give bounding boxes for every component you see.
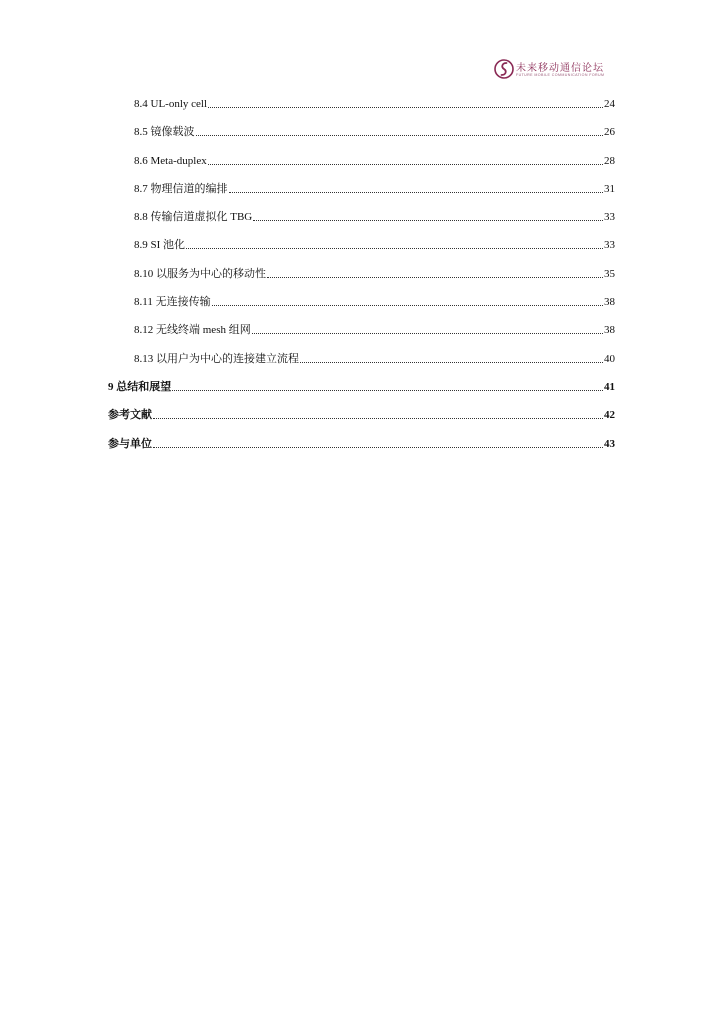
toc-entry[interactable] bbox=[108, 351, 615, 379]
toc-entry-title: 9 总结和展望 bbox=[108, 380, 172, 393]
toc-dot-leader bbox=[229, 181, 604, 193]
toc-entry-page: 33 bbox=[604, 239, 615, 252]
toc-entry-page: 33 bbox=[604, 211, 615, 224]
toc-entry-title: 8.5 镜像载波 bbox=[134, 126, 195, 139]
toc-entry[interactable] bbox=[108, 266, 615, 294]
table-of-contents bbox=[108, 96, 615, 464]
toc-entry-page: 31 bbox=[604, 182, 615, 195]
toc-entry-page: 43 bbox=[604, 437, 615, 450]
toc-entry-title: 8.7 物理信道的编排 bbox=[134, 182, 228, 195]
toc-entry-title: 参与单位 bbox=[108, 437, 152, 450]
toc-entry[interactable] bbox=[108, 96, 615, 124]
toc-entry[interactable] bbox=[108, 322, 615, 350]
toc-entry-title: 8.9 SI 池化 bbox=[134, 239, 186, 252]
toc-entry[interactable] bbox=[108, 379, 615, 407]
toc-dot-leader bbox=[153, 436, 603, 448]
toc-entry-page: 42 bbox=[604, 409, 615, 422]
toc-dot-leader bbox=[186, 237, 603, 249]
toc-entry-page: 41 bbox=[604, 380, 615, 393]
toc-entry-page: 24 bbox=[604, 98, 615, 110]
toc-entry-page: 28 bbox=[604, 154, 615, 167]
toc-entry[interactable] bbox=[108, 237, 615, 265]
toc-dot-leader bbox=[153, 407, 603, 419]
toc-dot-leader bbox=[208, 153, 603, 165]
forum-logo-icon bbox=[494, 58, 514, 80]
toc-entry-title: 8.8 传输信道虚拟化 TBG bbox=[134, 211, 253, 224]
toc-dot-leader bbox=[253, 209, 603, 221]
toc-entry[interactable] bbox=[108, 294, 615, 322]
toc-entry[interactable] bbox=[108, 407, 615, 435]
toc-entry-title: 8.6 Meta-duplex bbox=[134, 154, 207, 167]
toc-dot-leader bbox=[172, 379, 603, 391]
toc-entry-title: 参考文献 bbox=[108, 409, 152, 422]
toc-entry-title: 8.4 UL-only cell bbox=[134, 98, 208, 110]
toc-entry[interactable] bbox=[108, 153, 615, 181]
toc-entry-page: 38 bbox=[604, 296, 615, 309]
toc-entry-page: 40 bbox=[604, 352, 615, 365]
toc-entry-title: 8.10 以服务为中心的移动性 bbox=[134, 267, 266, 280]
toc-entry-title: 8.11 无连接传输 bbox=[134, 296, 211, 309]
toc-dot-leader bbox=[267, 266, 603, 278]
toc-entry-page: 38 bbox=[604, 324, 615, 337]
forum-logo-name: 未来移动通信论坛 bbox=[516, 63, 604, 74]
toc-dot-leader bbox=[208, 96, 603, 108]
toc-entry-title: 8.12 无线终端 mesh 组网 bbox=[134, 324, 251, 337]
toc-entry[interactable] bbox=[108, 124, 615, 152]
toc-entry[interactable] bbox=[108, 209, 615, 237]
toc-dot-leader bbox=[300, 351, 603, 363]
forum-logo bbox=[494, 57, 618, 83]
toc-entry-title: 8.13 以用户为中心的连接建立流程 bbox=[134, 352, 299, 365]
toc-entry[interactable] bbox=[108, 181, 615, 209]
toc-dot-leader bbox=[252, 322, 603, 334]
toc-entry-page: 35 bbox=[604, 267, 615, 280]
forum-logo-subtitle: FUTURE MOBILE COMMUNICATION FORUM bbox=[516, 73, 605, 77]
toc-dot-leader bbox=[212, 294, 603, 306]
toc-entry-page: 26 bbox=[604, 126, 615, 139]
toc-dot-leader bbox=[196, 124, 604, 136]
toc-entry[interactable] bbox=[108, 436, 615, 464]
